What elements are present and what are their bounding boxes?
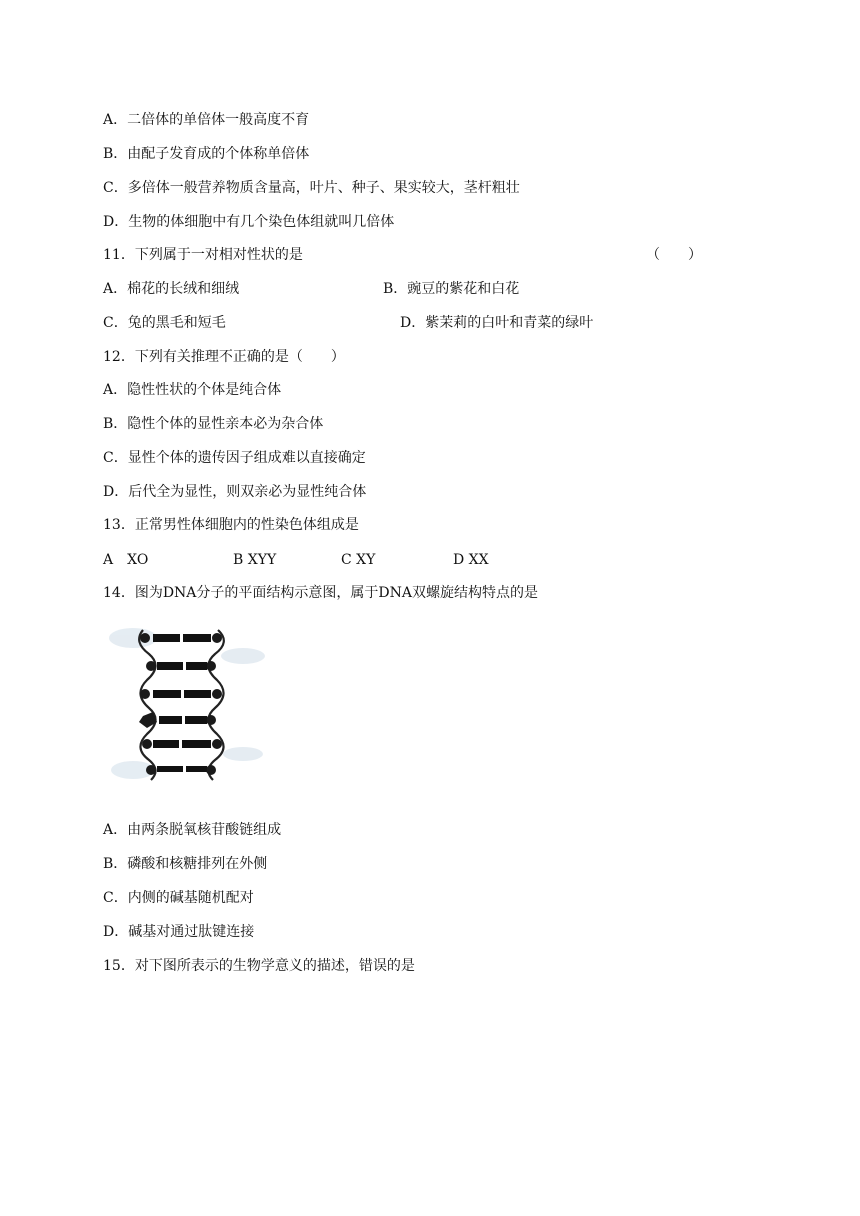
q13-stem: 13．正常男性体细胞内的性染色体组成是 (103, 517, 359, 533)
q14-option-c: C．内侧的碱基随机配对 (103, 890, 254, 906)
q14-option-a: A．由两条脱氧核苷酸链组成 (103, 822, 282, 838)
q13-option-d: D XX (453, 552, 489, 568)
q10-option-c: C．多倍体一般营养物质含量高，叶片、种子、果实较大，茎杆粗壮 (103, 180, 520, 196)
q11-option-d: D．紫茉莉的白叶和青菜的绿叶 (400, 315, 594, 331)
q13-option-c: C XY (341, 552, 376, 568)
q11-option-a: A．棉花的长绒和细绒 (103, 281, 240, 297)
dna-ladder-diagram-icon (103, 620, 273, 785)
q14-stem: 14．图为DNA分子的平面结构示意图，属于DNA双螺旋结构特点的是 (103, 585, 538, 601)
q14-option-b: B．磷酸和核糖排列在外侧 (103, 856, 268, 872)
q11-option-b: B．豌豆的紫花和白花 (383, 281, 520, 297)
q12-option-b: B．隐性个体的显性亲本必为杂合体 (103, 416, 324, 432)
q12-option-c: C．显性个体的遗传因子组成难以直接确定 (103, 450, 366, 466)
q12-stem: 12．下列有关推理不正确的是（ ） (103, 349, 345, 365)
q10-option-b: B．由配子发育成的个体称单倍体 (103, 146, 310, 162)
q11-option-c: C．兔的黑毛和短毛 (103, 315, 226, 331)
q11-answer-bracket: （ ） (646, 247, 702, 263)
q11-stem: 11．下列属于一对相对性状的是 (103, 247, 303, 263)
q14-option-d: D．碱基对通过肽键连接 (103, 924, 255, 940)
q13-option-a: A XO (103, 552, 149, 568)
q13-option-b: B XYY (233, 552, 277, 568)
q15-stem: 15．对下图所表示的生物学意义的描述，错误的是 (103, 958, 415, 974)
q10-option-a: A．二倍体的单倍体一般高度不育 (103, 112, 310, 128)
q12-option-a: A．隐性性状的个体是纯合体 (103, 382, 282, 398)
q10-option-d: D．生物的体细胞中有几个染色体组就叫几倍体 (103, 214, 395, 230)
q12-option-d: D．后代全为显性，则双亲必为显性纯合体 (103, 484, 367, 500)
